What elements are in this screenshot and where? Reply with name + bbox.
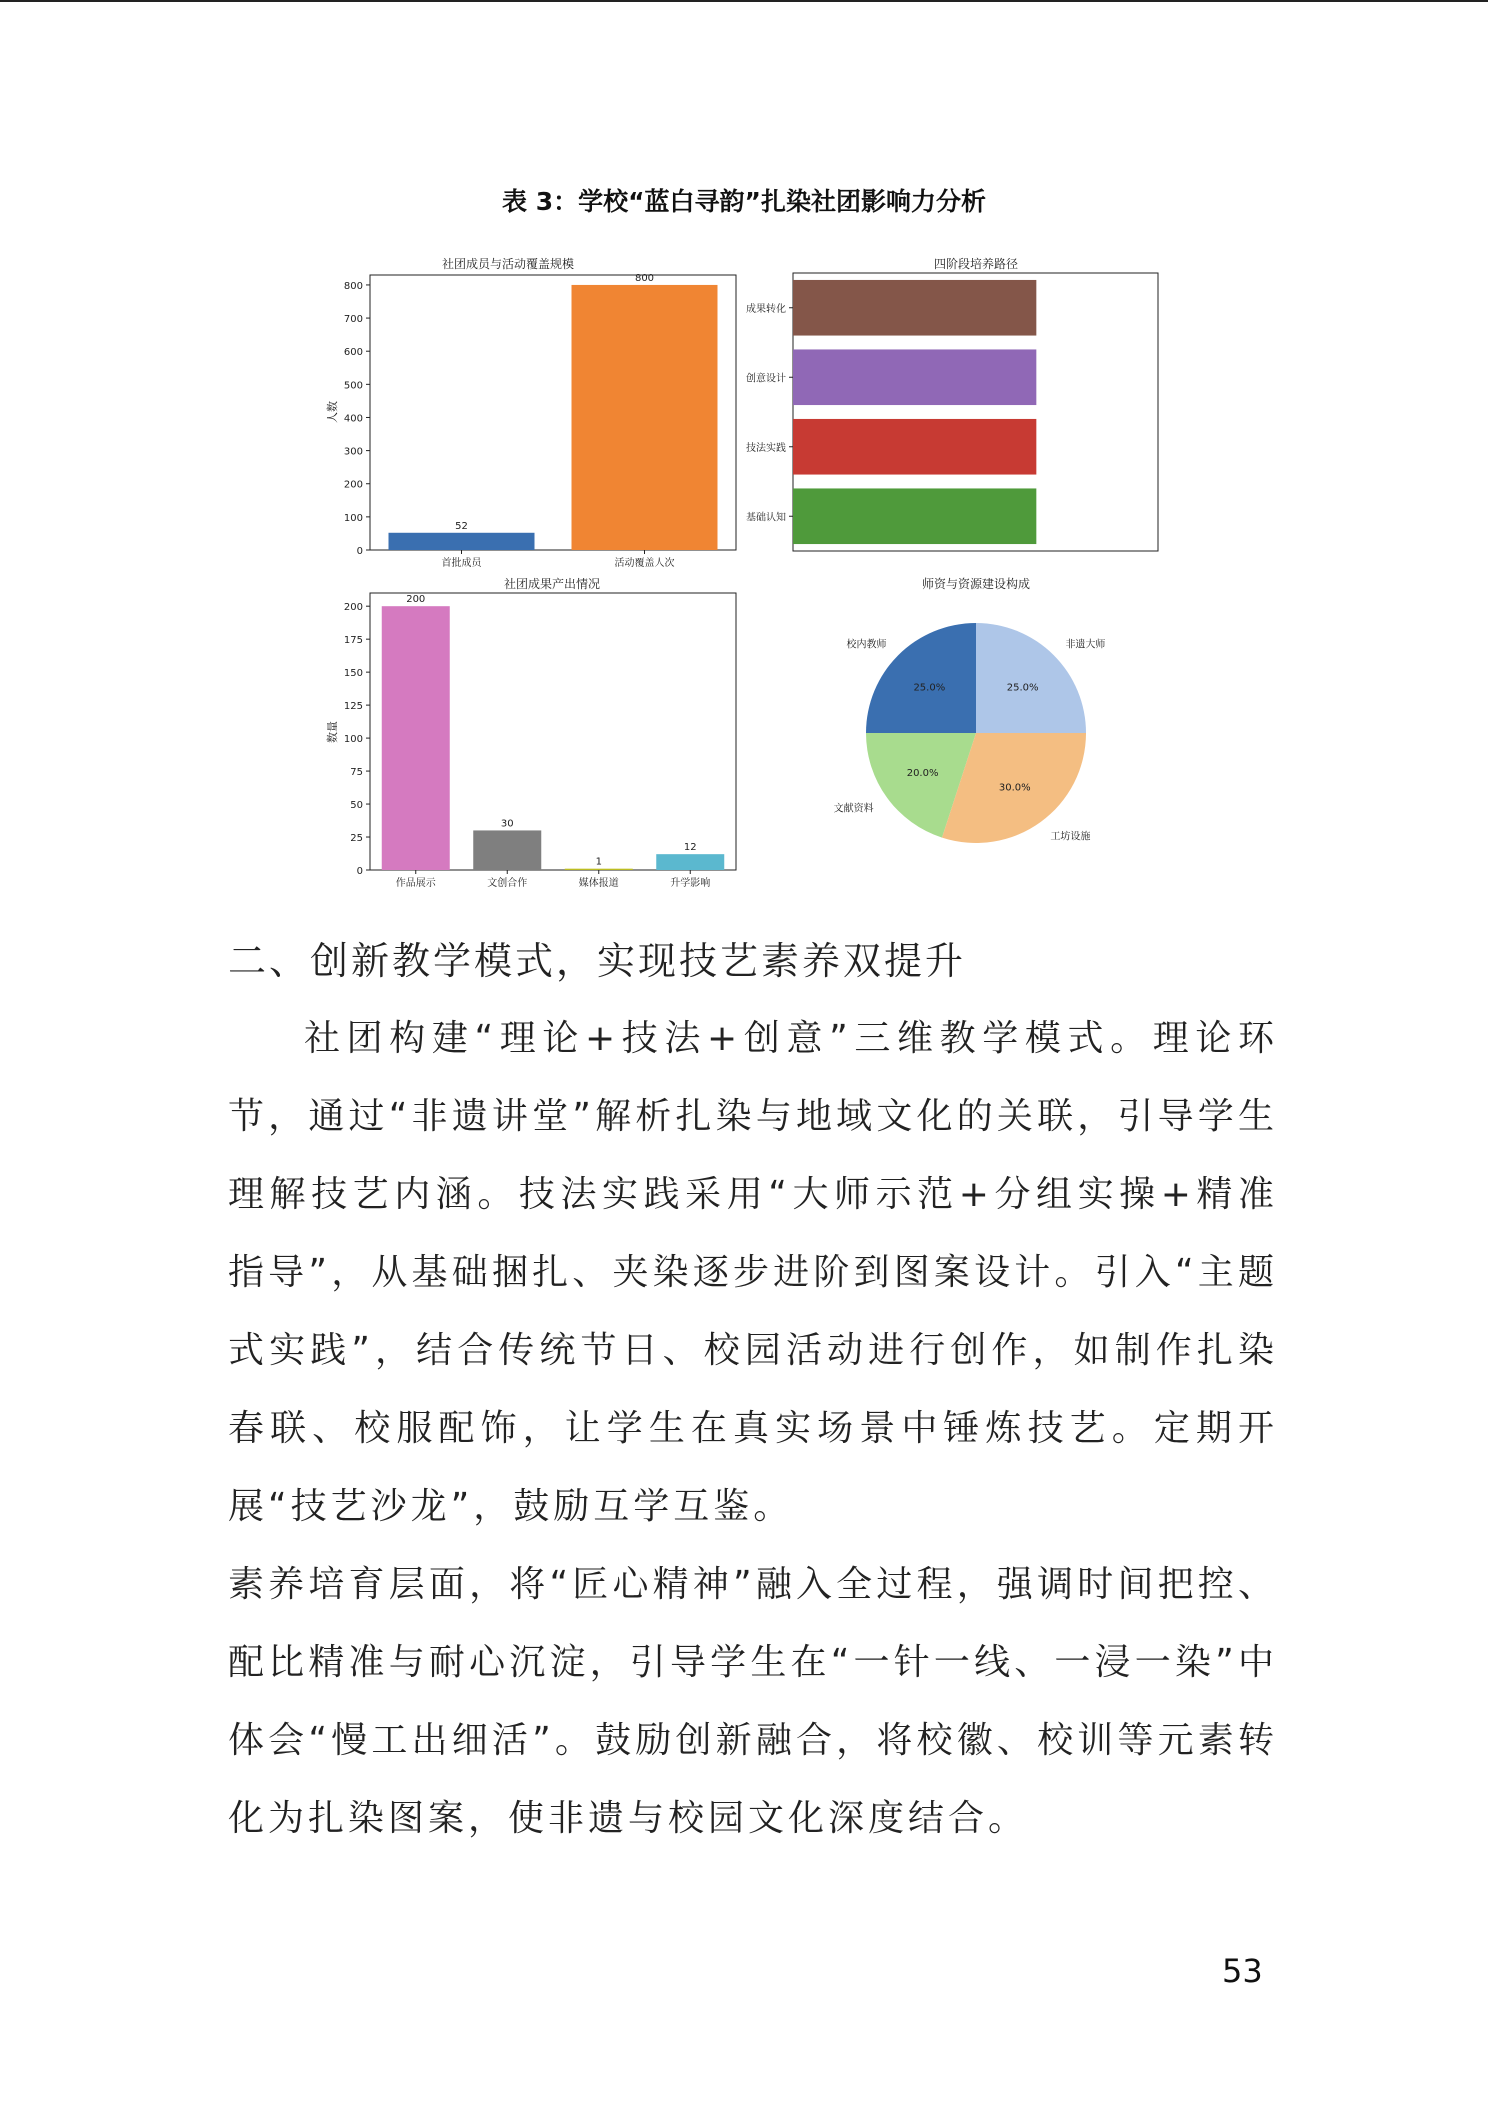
table-caption: 表 3：学校“蓝白寻韵”扎染社团影响力分析 bbox=[502, 187, 986, 216]
y-tick-label: 400 bbox=[343, 413, 363, 425]
y-tick-label: 800 bbox=[343, 280, 363, 292]
y-tick-label: 600 bbox=[343, 347, 363, 359]
y-tick-label: 100 bbox=[343, 734, 363, 746]
x-tick-label: 升学影响 bbox=[670, 878, 711, 889]
bar bbox=[793, 280, 1036, 336]
bar-value-label: 1 bbox=[595, 856, 602, 868]
chart1-ylabel: 人数 bbox=[326, 401, 339, 423]
y-tick-label: 175 bbox=[343, 635, 363, 647]
bar bbox=[793, 349, 1036, 405]
y-tick-label: 125 bbox=[343, 701, 363, 713]
pie-category-label: 校内教师 bbox=[846, 639, 887, 651]
bar bbox=[793, 419, 1036, 475]
bar bbox=[656, 854, 724, 870]
y-tick-label: 基础认知 bbox=[746, 512, 786, 524]
bar-value-label: 52 bbox=[455, 520, 468, 532]
y-tick-label: 100 bbox=[343, 512, 363, 524]
x-tick-label: 作品展示 bbox=[395, 878, 436, 889]
pie-percent-label: 25.0% bbox=[1006, 682, 1039, 694]
pie-category-label: 非遗大师 bbox=[1065, 639, 1106, 651]
bar-value-label: 30 bbox=[500, 818, 514, 830]
bar bbox=[793, 488, 1036, 544]
y-tick-label: 200 bbox=[343, 602, 363, 614]
page-number: 53 bbox=[1222, 1952, 1263, 1990]
charts-figure bbox=[0, 0, 1488, 920]
y-tick-label: 150 bbox=[343, 668, 363, 680]
bar-value-label: 12 bbox=[683, 842, 697, 854]
section-heading: 二、创新教学模式，实现技艺素养双提升 bbox=[228, 939, 967, 983]
y-tick-label: 200 bbox=[343, 479, 363, 491]
y-tick-label: 创意设计 bbox=[746, 373, 786, 385]
body-paragraph-2: 素养培育层面，将“匠心精神”融入全过程，强调时间把控、配比精准与耐心沉淀，引导学生在“一针一线、一浸一染”中体会“慢工出细活”。鼓励创新融合，将校徽、校训等元素转化为扎染图案，使非遗与校园文化深度结合。 bbox=[228, 1564, 1278, 1839]
pie-percent-label: 30.0% bbox=[998, 782, 1031, 794]
y-tick-label: 300 bbox=[343, 446, 363, 458]
pie-category-label: 工坊设施 bbox=[1050, 831, 1091, 843]
chart-member-coverage bbox=[325, 256, 736, 569]
chart3-title: 社团成果产出情况 bbox=[503, 577, 601, 591]
y-tick-label: 技法实践 bbox=[746, 442, 786, 454]
body-paragraph-1: 社团构建“理论+技法+创意”三维教学模式。理论环节，通过“非遗讲堂”解析扎染与地域文化的关联，引导学生理解技艺内涵。技法实践采用“大师示范+分组实操+精准指导”，从基础捆扎、夹染逐步进阶到图案设计。引入“主题式实践”，结合传统节日、校园活动进行创作，如制作扎染春联、校服配饰，让学生在真实场景中锤炼技艺。定期开展“技艺沙龙”，鼓励互学互鉴。 bbox=[228, 1018, 1278, 1527]
y-tick-label: 50 bbox=[350, 800, 363, 812]
bar-value-label: 200 bbox=[406, 594, 426, 606]
bar bbox=[565, 869, 633, 870]
chart-achievement-output bbox=[325, 576, 736, 889]
chart-faculty-resources bbox=[834, 576, 1106, 843]
bar-value-label: 800 bbox=[634, 272, 655, 284]
x-tick-label: 文创合作 bbox=[487, 878, 528, 889]
y-tick-label: 0 bbox=[356, 546, 363, 557]
y-tick-label: 75 bbox=[350, 767, 363, 779]
pie-category-label: 文献资料 bbox=[833, 803, 874, 815]
y-tick-label: 25 bbox=[350, 833, 363, 845]
y-tick-label: 0 bbox=[356, 866, 363, 877]
chart3-ylabel: 数量 bbox=[326, 721, 339, 743]
chart-four-stage-path bbox=[746, 257, 1158, 551]
bar bbox=[473, 830, 541, 870]
bar bbox=[382, 606, 450, 870]
bar bbox=[389, 533, 535, 550]
chart2-title: 四阶段培养路径 bbox=[933, 257, 1019, 271]
chart1-title: 社团成员与活动覆盖规模 bbox=[441, 257, 575, 271]
pie-percent-label: 20.0% bbox=[906, 767, 939, 779]
y-tick-label: 700 bbox=[343, 314, 363, 326]
bar bbox=[572, 285, 718, 550]
x-tick-label: 媒体报道 bbox=[578, 878, 619, 889]
y-tick-label: 500 bbox=[343, 380, 363, 392]
x-tick-label: 首批成员 bbox=[441, 558, 482, 569]
pie-percent-label: 25.0% bbox=[913, 682, 946, 694]
chart4-title: 师资与资源建设构成 bbox=[921, 577, 1031, 591]
x-tick-label: 活动覆盖人次 bbox=[614, 558, 675, 569]
y-tick-label: 成果转化 bbox=[746, 303, 786, 315]
